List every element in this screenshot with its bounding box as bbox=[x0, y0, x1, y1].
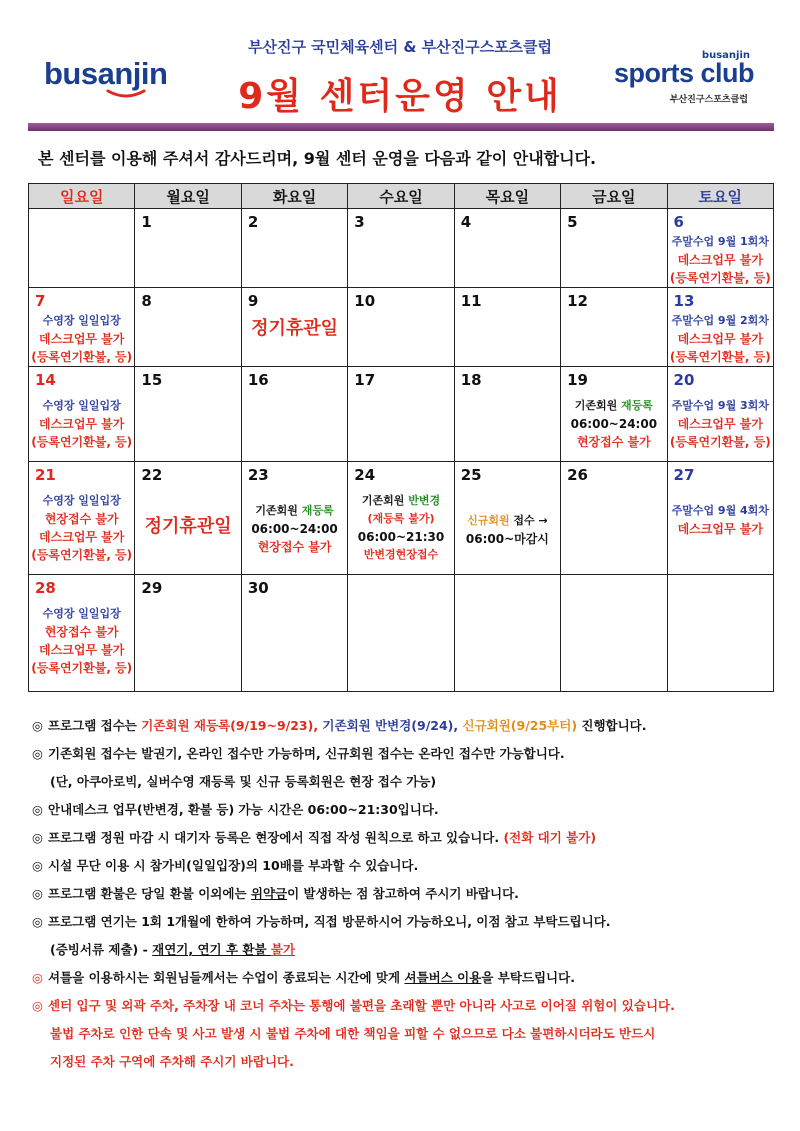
notice-item: ◎ 시설 무단 이용 시 참가비(일일입장)의 10배를 부과할 수 있습니다. bbox=[32, 856, 782, 884]
cell-events: 신규회원 접수 → 06:00~마감시 bbox=[465, 514, 549, 546]
cell-events: 수영장 일일입장 현장접수 불가 데스크업무 불가 (등록연기환불, 등) bbox=[31, 607, 133, 675]
day-cell: 15 bbox=[135, 367, 241, 462]
cell-events: 기존회원 반변경 (재등록 불가) 06:00~21:30 반변경현장접수 bbox=[357, 494, 445, 561]
cell-events: 수영장 일일입장 현장접수 불가 데스크업무 불가 (등록연기환불, 등) bbox=[31, 494, 133, 562]
day-cell: 7 수영장 일일입장 데스크업무 불가 (등록연기환불, 등) bbox=[29, 288, 135, 367]
notice-item: ◎ 프로그램 접수는 기존회원 재등록(9/19~9/23), 기존회원 반변경(9/24), 신규회원(9/25부터) 진행합니다. bbox=[32, 716, 782, 744]
notice-item: ◎ 센터 입구 및 외곽 주차, 주차장 내 코너 주차는 통행에 불편을 초래할 뿐만 아니라 사고로 이어질 위험이 있습니다. bbox=[32, 996, 782, 1024]
cell-events: 정기휴관일 bbox=[144, 516, 232, 537]
busanjin-logo: busanjin bbox=[44, 58, 169, 98]
day-cell: 18 bbox=[454, 367, 560, 462]
sports-club-logo: busanjin sports club 부산진구스포츠클럽 bbox=[614, 50, 755, 105]
day-cell: 28 수영장 일일입장 현장접수 불가 데스크업무 불가 (등록연기환불, 등) bbox=[29, 575, 135, 692]
day-cell: 10 bbox=[348, 288, 454, 367]
bullet-icon: ◎ bbox=[32, 970, 43, 985]
day-cell: 6 주말수업 9월 1회차 데스크업무 불가 (등록연기환불, 등) bbox=[667, 209, 773, 288]
day-cell: 30 bbox=[241, 575, 347, 692]
bullet-icon: ◎ bbox=[32, 830, 43, 845]
bullet-icon: ◎ bbox=[32, 998, 43, 1013]
bullet-icon: ◎ bbox=[32, 914, 43, 929]
day-cell: 26 bbox=[561, 462, 667, 575]
day-cell: 8 bbox=[135, 288, 241, 367]
notice-item: ◎ 셔틀을 이용하시는 회원님들께서는 수업이 종료되는 시간에 맞게 셔틀버스 이용을 부탁드립니다. bbox=[32, 968, 782, 996]
calendar-table bbox=[28, 183, 774, 692]
day-cell: 4 bbox=[454, 209, 560, 288]
day-cell: 23 기존회원 재등록 06:00~24:00 현장접수 불가 bbox=[241, 462, 347, 575]
intro-text: 본 센터를 이용해 주셔서 감사드리며, 9월 센터 운영을 다음과 같이 안내합니다. bbox=[38, 149, 597, 168]
day-cell: 20 주말수업 9월 3회차 데스크업무 불가 (등록연기환불, 등) bbox=[667, 367, 773, 462]
day-cell bbox=[561, 575, 667, 692]
week-row bbox=[29, 367, 774, 462]
day-cell bbox=[348, 575, 454, 692]
weekday-header: 화요일 bbox=[241, 184, 347, 209]
bullet-icon: ◎ bbox=[32, 746, 43, 761]
day-cell bbox=[667, 575, 773, 692]
notice-sub: (증빙서류 제출) - 재연기, 연기 후 환불 불가 bbox=[50, 942, 296, 957]
notice-item: ◎ 안내데스크 업무(반변경, 환불 등) 가능 시간은 06:00~21:30입니다. bbox=[32, 800, 782, 828]
header bbox=[0, 0, 800, 125]
day-cell: 22 정기휴관일 bbox=[135, 462, 241, 575]
day-cell: 19 기존회원 재등록 06:00~24:00 현장접수 불가 bbox=[561, 367, 667, 462]
cell-events: 기존회원 재등록 06:00~24:00 현장접수 불가 bbox=[570, 399, 658, 449]
week-row bbox=[29, 575, 774, 692]
day-cell: 14 수영장 일일입장 데스크업무 불가 (등록연기환불, 등) bbox=[29, 367, 135, 462]
week-row bbox=[29, 462, 774, 575]
notice-item: ◎ 프로그램 정원 마감 시 대기자 등록은 현장에서 직접 작성 원칙으로 하고 있습니다. (전화 대기 불가) bbox=[32, 828, 782, 856]
cell-events: 주말수업 9월 4회차 데스크업무 불가 bbox=[671, 504, 769, 536]
week-row bbox=[29, 288, 774, 367]
day-cell bbox=[454, 575, 560, 692]
notice-item: ◎ 기존회원 접수는 발권기, 온라인 접수만 가능하며, 신규회원 접수는 온라인 접수만 가능합니다. bbox=[32, 744, 782, 772]
notice-sub: 불법 주차로 인한 단속 및 사고 발생 시 불법 주차에 대한 책임을 피할 수 없으므로 다소 불편하시더라도 반드시 bbox=[50, 1026, 656, 1041]
day-cell: 3 bbox=[348, 209, 454, 288]
notice-list bbox=[32, 716, 782, 1080]
day-cell: 13 주말수업 9월 2회차 데스크업무 불가 (등록연기환불, 등) bbox=[667, 288, 773, 367]
notice-item: ◎ 프로그램 연기는 1회 1개월에 한하여 가능하며, 직접 방문하시어 가능하오니, 이점 참고 부탁드립니다. bbox=[32, 912, 782, 940]
day-cell bbox=[29, 209, 135, 288]
day-cell: 17 bbox=[348, 367, 454, 462]
weekday-header: 목요일 bbox=[454, 184, 560, 209]
bullet-icon: ◎ bbox=[32, 886, 43, 901]
cell-events: 주말수업 9월 1회차 데스크업무 불가 (등록연기환불, 등) bbox=[669, 235, 771, 285]
day-cell: 21 수영장 일일입장 현장접수 불가 데스크업무 불가 (등록연기환불, 등) bbox=[29, 462, 135, 575]
bullet-icon: ◎ bbox=[32, 858, 43, 873]
notice-sub: (단, 아쿠아로빅, 실버수영 재등록 및 신규 등록회원은 현장 접수 가능) bbox=[50, 774, 437, 789]
week-row bbox=[29, 209, 774, 288]
day-cell: 5 bbox=[561, 209, 667, 288]
cell-events: 주말수업 9월 3회차 데스크업무 불가 (등록연기환불, 등) bbox=[669, 399, 771, 449]
day-cell: 2 bbox=[241, 209, 347, 288]
cell-events: 정기휴관일 bbox=[251, 318, 339, 339]
day-cell: 27 주말수업 9월 4회차 데스크업무 불가 bbox=[667, 462, 773, 575]
day-cell: 25 신규회원 접수 → 06:00~마감시 bbox=[454, 462, 560, 575]
day-cell: 12 bbox=[561, 288, 667, 367]
weekday-header: 일요일 bbox=[29, 184, 135, 209]
weekday-header-row bbox=[29, 184, 774, 209]
weekday-header: 월요일 bbox=[135, 184, 241, 209]
divider-bar bbox=[28, 123, 774, 131]
cell-events: 수영장 일일입장 데스크업무 불가 (등록연기환불, 등) bbox=[31, 399, 133, 449]
bullet-icon: ◎ bbox=[32, 802, 43, 817]
bullet-icon: ◎ bbox=[32, 718, 43, 733]
cell-events: 주말수업 9월 2회차 데스크업무 불가 (등록연기환불, 등) bbox=[669, 314, 771, 364]
day-cell: 16 bbox=[241, 367, 347, 462]
notice-item: ◎ 프로그램 환불은 당일 환불 이외에는 위약금이 발생하는 점 참고하여 주시기 바랍니다. bbox=[32, 884, 782, 912]
day-cell: 9 정기휴관일 bbox=[241, 288, 347, 367]
day-cell: 24 기존회원 반변경 (재등록 불가) 06:00~21:30 반변경현장접수 bbox=[348, 462, 454, 575]
day-cell: 1 bbox=[135, 209, 241, 288]
weekday-header: 금요일 bbox=[561, 184, 667, 209]
page-title: 9월 센터운영 안내 bbox=[238, 76, 562, 117]
cell-events: 수영장 일일입장 데스크업무 불가 (등록연기환불, 등) bbox=[31, 314, 133, 364]
subtitle: 부산진구 국민체육센터 & 부산진구스포츠클럽 bbox=[247, 38, 553, 56]
notice-sub: 지정된 주차 구역에 주차해 주시기 바랍니다. bbox=[50, 1054, 294, 1069]
day-cell: 29 bbox=[135, 575, 241, 692]
day-cell: 11 bbox=[454, 288, 560, 367]
cell-events: 기존회원 재등록 06:00~24:00 현장접수 불가 bbox=[251, 504, 338, 554]
weekday-header: 수요일 bbox=[348, 184, 454, 209]
weekday-header: 토요일 bbox=[667, 184, 773, 209]
